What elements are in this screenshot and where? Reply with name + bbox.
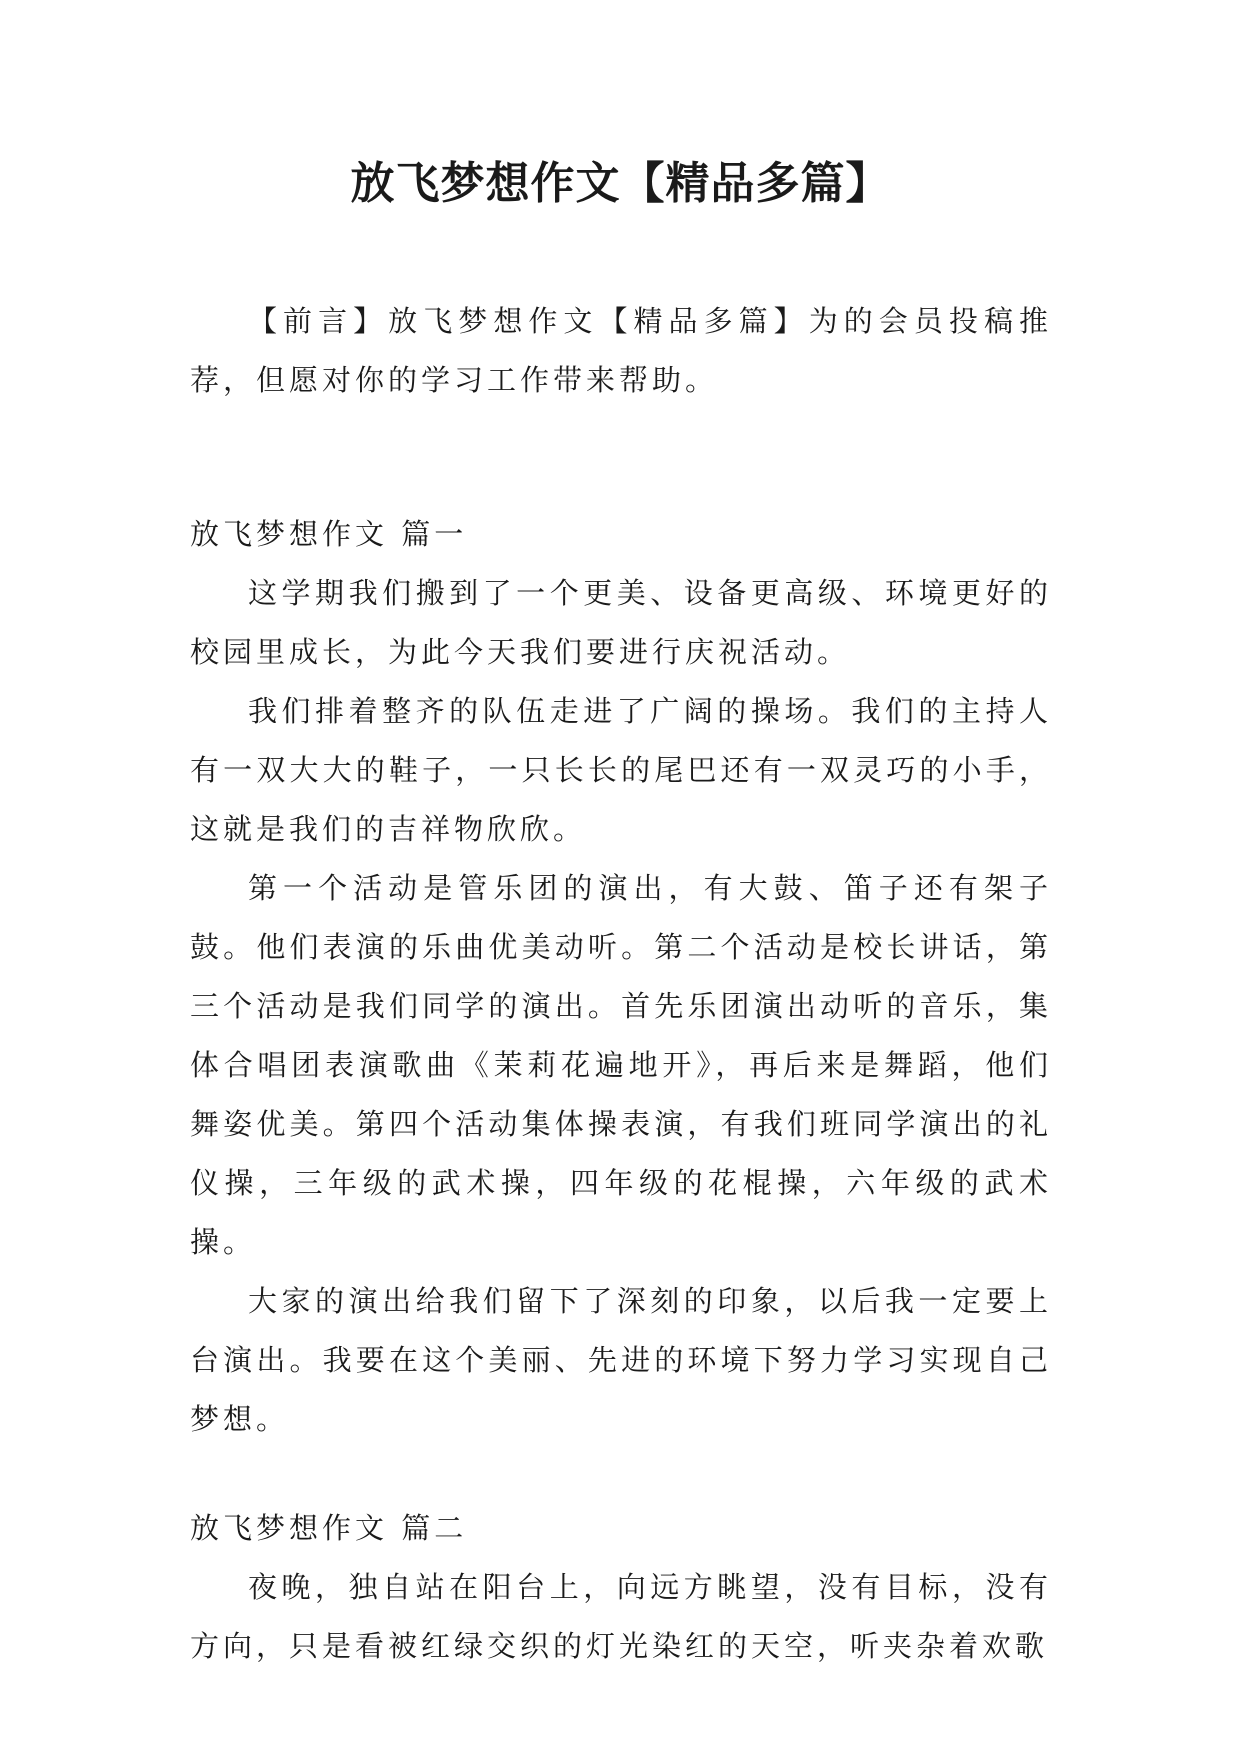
- section-2: [190, 1499, 1052, 1676]
- section-1: [190, 505, 1052, 1449]
- body-paragraph: 我们排着整齐的队伍走进了广阔的操场。我们的主持人有一双大大的鞋子，一只长长的尾巴还有一双灵巧的小手，这就是我们的吉祥物欣欣。: [190, 694, 1052, 846]
- document-body: [190, 292, 1052, 1676]
- section-heading: 放飞梦想作文 篇一: [190, 517, 468, 551]
- body-paragraph: 大家的演出给我们留下了深刻的印象，以后我一定要上台演出。我要在这个美丽、先进的环境下努力学习实现自己梦想。: [190, 1284, 1052, 1436]
- body-paragraph: 第一个活动是管乐团的演出，有大鼓、笛子还有架子鼓。他们表演的乐曲优美动听。第二个活动是校长讲话，第三个活动是我们同学的演出。首先乐团演出动听的音乐，集体合唱团表演歌曲《茉莉花遍地开》，再后来是舞蹈，他们舞姿优美。第四个活动集体操表演，有我们班同学演出的礼仪操，三年级的武术操，四年级的花棍操，六年级的武术操。: [190, 871, 1052, 1259]
- body-paragraph: 夜晚，独自站在阳台上，向远方眺望，没有目标，没有方向，只是看被红绿交织的灯光染红的天空，听夹杂着欢歌: [190, 1570, 1052, 1663]
- section-heading: 放飞梦想作文 篇二: [190, 1511, 468, 1545]
- document-title: 放飞梦想作文【精品多篇】: [350, 158, 891, 209]
- preface-paragraph: 【前言】放飞梦想作文【精品多篇】为的会员投稿推荐，但愿对你的学习工作带来帮助。: [190, 304, 1052, 397]
- body-paragraph: 这学期我们搬到了一个更美、设备更高级、环境更好的校园里成长，为此今天我们要进行庆祝活动。: [190, 576, 1052, 669]
